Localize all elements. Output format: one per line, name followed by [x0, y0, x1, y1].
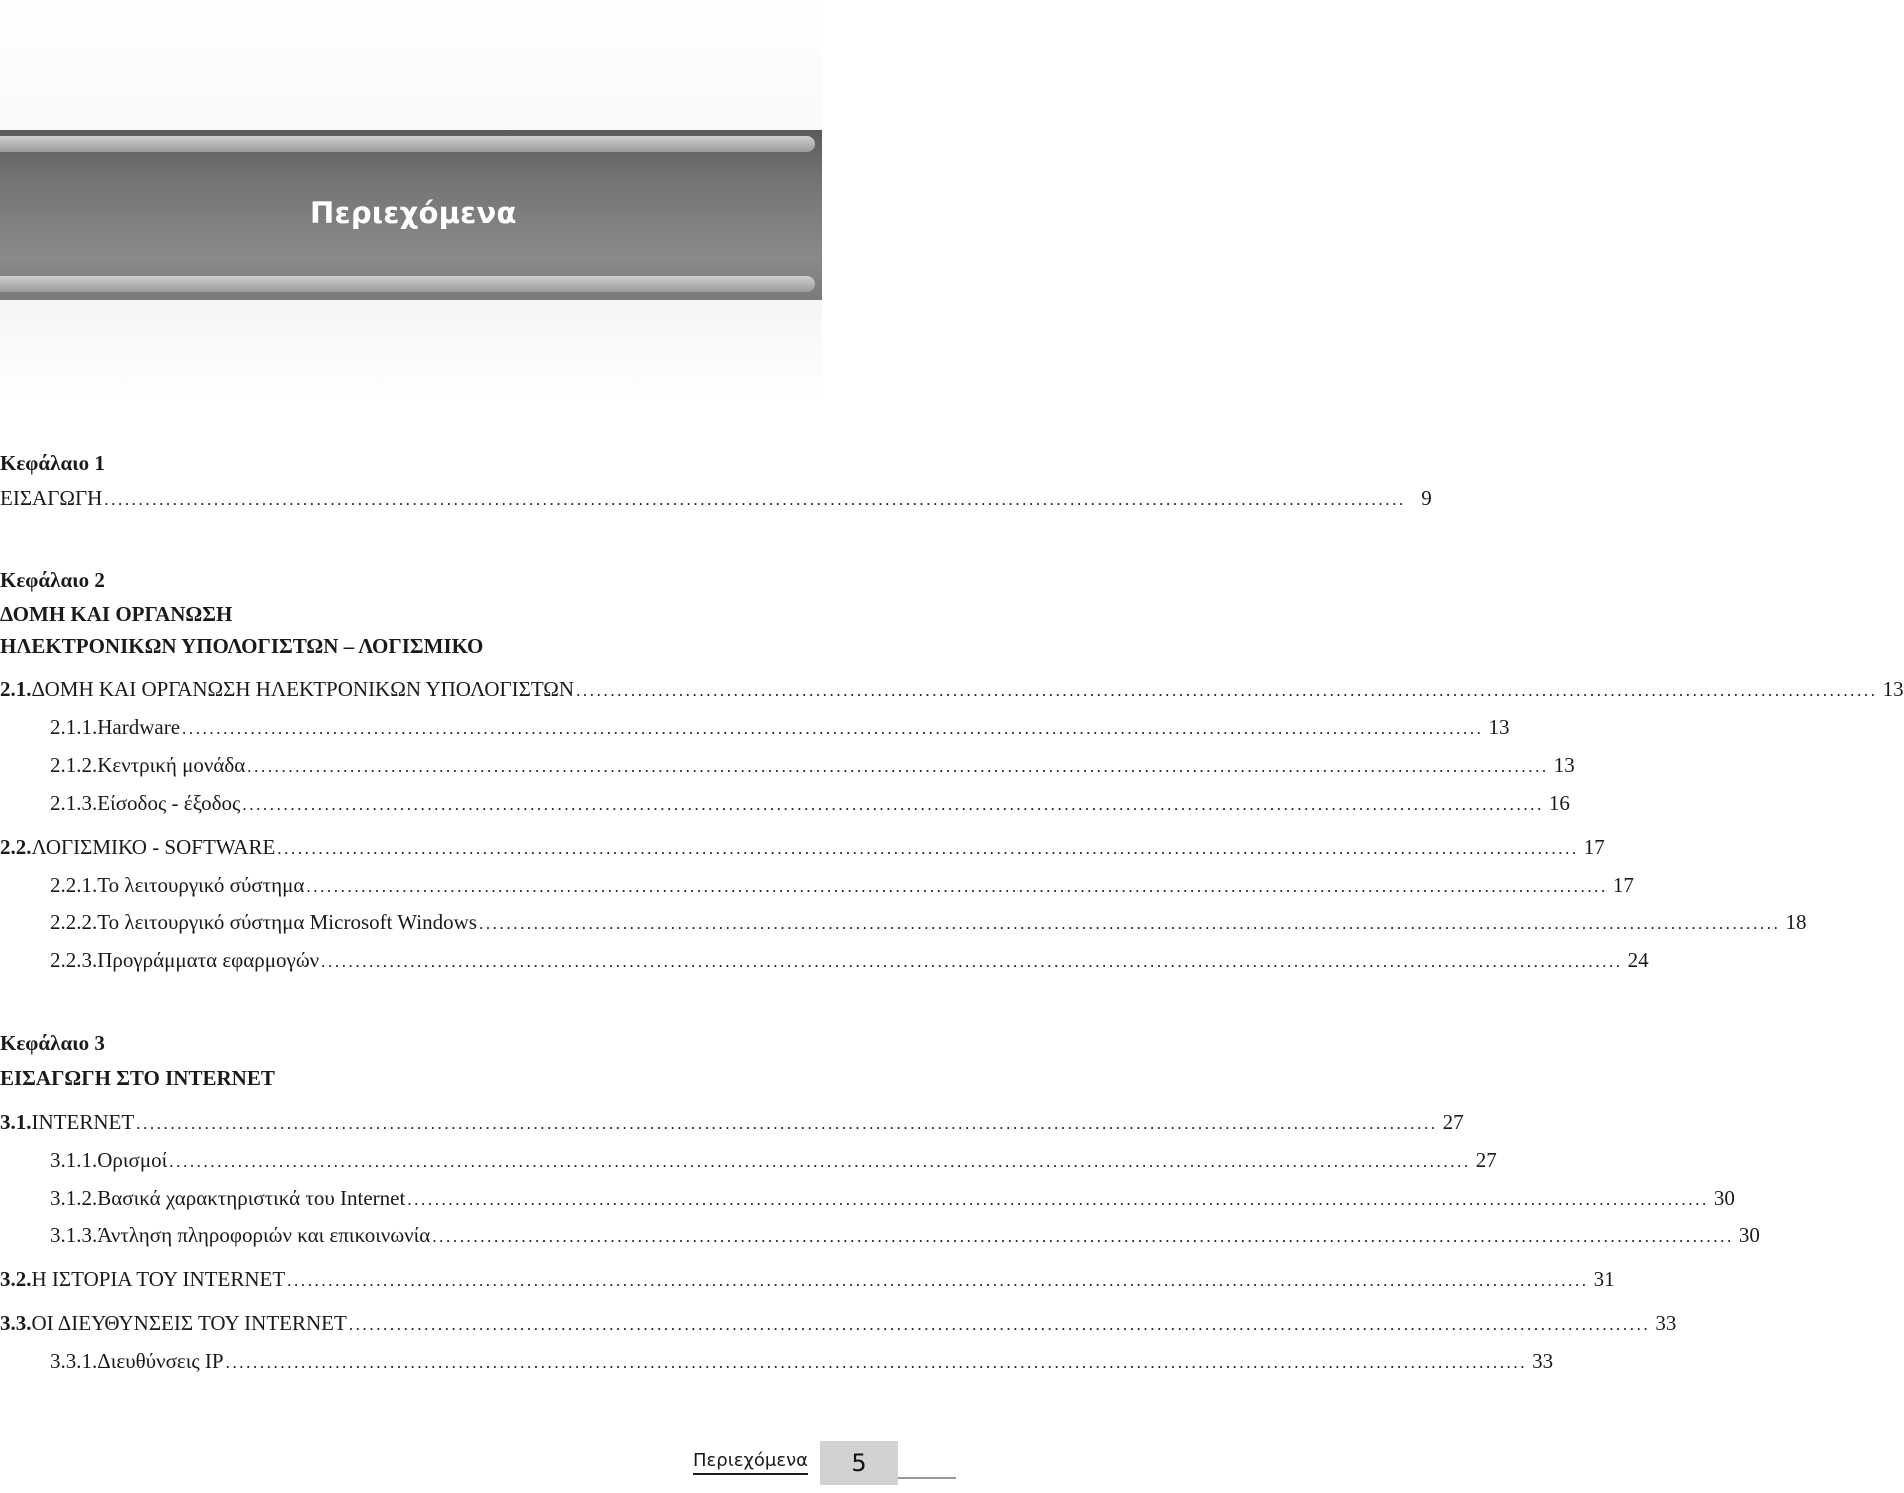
toc-entry-2-1-1[interactable] — [50, 713, 1510, 741]
toc-entry-label: ΔΟΜΗ ΚΑΙ ΟΡΓΑΝΩΣΗ ΗΛΕΚΤΡΟΝΙΚΩΝ ΥΠΟΛΟΓΙΣΤΩΝ — [31, 677, 575, 701]
toc-entry-3-3[interactable] — [0, 1309, 1677, 1337]
toc-entry-label: ΟΙ ΔΙΕΥΘΥΝΣΕΙΣ ΤΟΥ INTERNET — [31, 1311, 347, 1335]
toc-entry-label: Hardware — [97, 715, 181, 739]
toc-entry-2-1[interactable] — [0, 675, 1904, 703]
toc-entry-label: Βασικά χαρακτηριστικά του Internet — [97, 1186, 406, 1210]
toc-page-number: 27 — [1475, 1148, 1497, 1172]
footer-section-label: Περιεχόμενα — [693, 1450, 808, 1475]
toc-entry-label: Το λειτουργικό σύστημα Microsoft Windows — [97, 910, 477, 934]
toc-entry-3-3-1[interactable] — [50, 1347, 1554, 1375]
toc-entry-label: Κεντρική μονάδα — [97, 753, 246, 777]
toc-dot-leader: .............................................................................................................................................................................................. — [225, 1353, 1528, 1372]
toc-entry-2-1-3[interactable] — [50, 789, 1570, 817]
toc-dot-leader: .............................................................................................................................................................................................. — [432, 1227, 1734, 1246]
chapter-2-label: Κεφάλαιο 2 — [0, 568, 105, 592]
toc-page-number: 27 — [1442, 1110, 1464, 1134]
toc-entry-number: 3.1. — [0, 1110, 32, 1134]
toc-entry-label: INTERNET — [31, 1110, 135, 1134]
toc-entry-3-1-1[interactable] — [50, 1146, 1497, 1174]
toc-entry-3-2[interactable] — [0, 1265, 1615, 1293]
toc-page-number: 17 — [1612, 873, 1634, 897]
toc-page-number: 18 — [1785, 910, 1807, 934]
toc-entry-label: Προγράμματα εφαρμογών — [97, 948, 320, 972]
chapter-2-heading-line-1: ΔΟΜΗ ΚΑΙ ΟΡΓΑΝΩΣΗ — [0, 602, 233, 626]
toc-entry-number: 3.3. — [0, 1311, 32, 1335]
toc-dot-leader: .............................................................................................................................................................................................. — [277, 839, 1579, 858]
toc-dot-leader: .............................................................................................................................................................................................. — [104, 490, 1406, 509]
toc-dot-leader: .............................................................................................................................................................................................. — [182, 719, 1484, 738]
chapter-2-heading-line-2: ΗΛΕΚΤΡΟΝΙΚΩΝ ΥΠΟΛΟΓΙΣΤΩΝ – ΛΟΓΙΣΜΙΚΟ — [0, 634, 484, 658]
chapter-1-label: Κεφάλαιο 1 — [0, 451, 105, 475]
toc-entry-number: 2.2. — [0, 835, 32, 859]
toc-entry-number: 2.2.2. — [50, 910, 98, 934]
toc-dot-leader: .............................................................................................................................................................................................. — [478, 914, 1781, 933]
toc-page-number: 33 — [1532, 1349, 1554, 1373]
footer-rule — [898, 1477, 956, 1479]
toc-entry-number: 3.1.1. — [50, 1148, 98, 1172]
toc-page-number: 30 — [1713, 1186, 1735, 1210]
toc-dot-leader: .............................................................................................................................................................................................. — [247, 757, 1549, 776]
toc-entry-2-2-3[interactable] — [50, 946, 1649, 974]
toc-entry-label: Άντληση πληροφοριών και επικοινωνία — [97, 1223, 431, 1247]
chapter-3-heading: ΕΙΣΑΓΩΓΗ ΣΤΟ INTERNET — [0, 1066, 275, 1090]
toc-dot-leader: .............................................................................................................................................................................................. — [169, 1152, 1471, 1171]
toc-entry-label: Το λειτουργικό σύστημα — [97, 873, 305, 897]
toc-dot-leader: .............................................................................................................................................................................................. — [348, 1315, 1651, 1334]
banner-top-bar — [0, 136, 815, 152]
toc-entry-3-1-2[interactable] — [50, 1184, 1735, 1212]
toc-page-number: 33 — [1655, 1311, 1677, 1335]
toc-entry-number: 3.2. — [0, 1267, 32, 1291]
toc-page-number: 30 — [1738, 1223, 1760, 1247]
toc-dot-leader: .............................................................................................................................................................................................. — [287, 1271, 1589, 1290]
footer-page-number: 5 — [851, 1449, 867, 1477]
toc-dot-leader: .............................................................................................................................................................................................. — [306, 877, 1608, 896]
toc-entry-2-2-2[interactable] — [50, 908, 1807, 936]
toc-entry-label: ΛΟΓΙΣΜΙΚΟ - SOFTWARE — [31, 835, 276, 859]
toc-entry-number: 2.1.2. — [50, 753, 98, 777]
toc-entry-number: 3.3.1. — [50, 1349, 98, 1373]
toc-dot-leader: .............................................................................................................................................................................................. — [321, 952, 1623, 971]
toc-entry-number: 2.1.1. — [50, 715, 98, 739]
toc-page-number: 16 — [1548, 791, 1570, 815]
toc-entry-2-2-1[interactable] — [50, 871, 1634, 899]
toc-page-number: 13 — [1553, 753, 1575, 777]
toc-page-number: 13 — [1882, 677, 1904, 701]
toc-entry-3-1-3[interactable] — [50, 1221, 1760, 1249]
toc-page-number: 13 — [1488, 715, 1510, 739]
toc-entry-number: 2.2.3. — [50, 948, 98, 972]
toc-dot-leader: .............................................................................................................................................................................................. — [136, 1114, 1438, 1133]
toc-entry-number: 2.1. — [0, 677, 32, 701]
toc-entry-number: 3.1.3. — [50, 1223, 98, 1247]
toc-dot-leader: .............................................................................................................................................................................................. — [242, 795, 1544, 814]
toc-entry-label: Διευθύνσεις IP — [97, 1349, 224, 1373]
toc-entry-label: Ορισμοί — [97, 1148, 168, 1172]
toc-entry-label: Είσοδος - έξοδος — [97, 791, 241, 815]
toc-entry-2-1-2[interactable] — [50, 751, 1575, 779]
toc-page-number: 24 — [1627, 948, 1649, 972]
banner-bottom-bar — [0, 276, 815, 292]
toc-entry-number: 2.1.3. — [50, 791, 98, 815]
toc-page-number: 31 — [1593, 1267, 1615, 1291]
toc-page-number: 17 — [1583, 835, 1605, 859]
toc-entry-3-1[interactable] — [0, 1108, 1464, 1136]
toc-entry-number: 3.1.2. — [50, 1186, 98, 1210]
page-title: Περιεχόμενα — [310, 196, 517, 230]
toc-entry-label: Η ΙΣΤΟΡΙΑ ΤΟΥ INTERNET — [31, 1267, 286, 1291]
toc-page-number: 9 — [1421, 486, 1432, 510]
toc-entry-2-2[interactable] — [0, 833, 1605, 861]
chapter-3-label: Κεφάλαιο 3 — [0, 1031, 105, 1055]
toc-dot-leader: .............................................................................................................................................................................................. — [576, 681, 1878, 700]
toc-entry-number: 2.2.1. — [50, 873, 98, 897]
toc-entry-eisagogi[interactable] — [0, 484, 1432, 512]
toc-dot-leader: .............................................................................................................................................................................................. — [407, 1190, 1709, 1209]
toc-entry-label: ΕΙΣΑΓΩΓΗ — [0, 486, 103, 510]
